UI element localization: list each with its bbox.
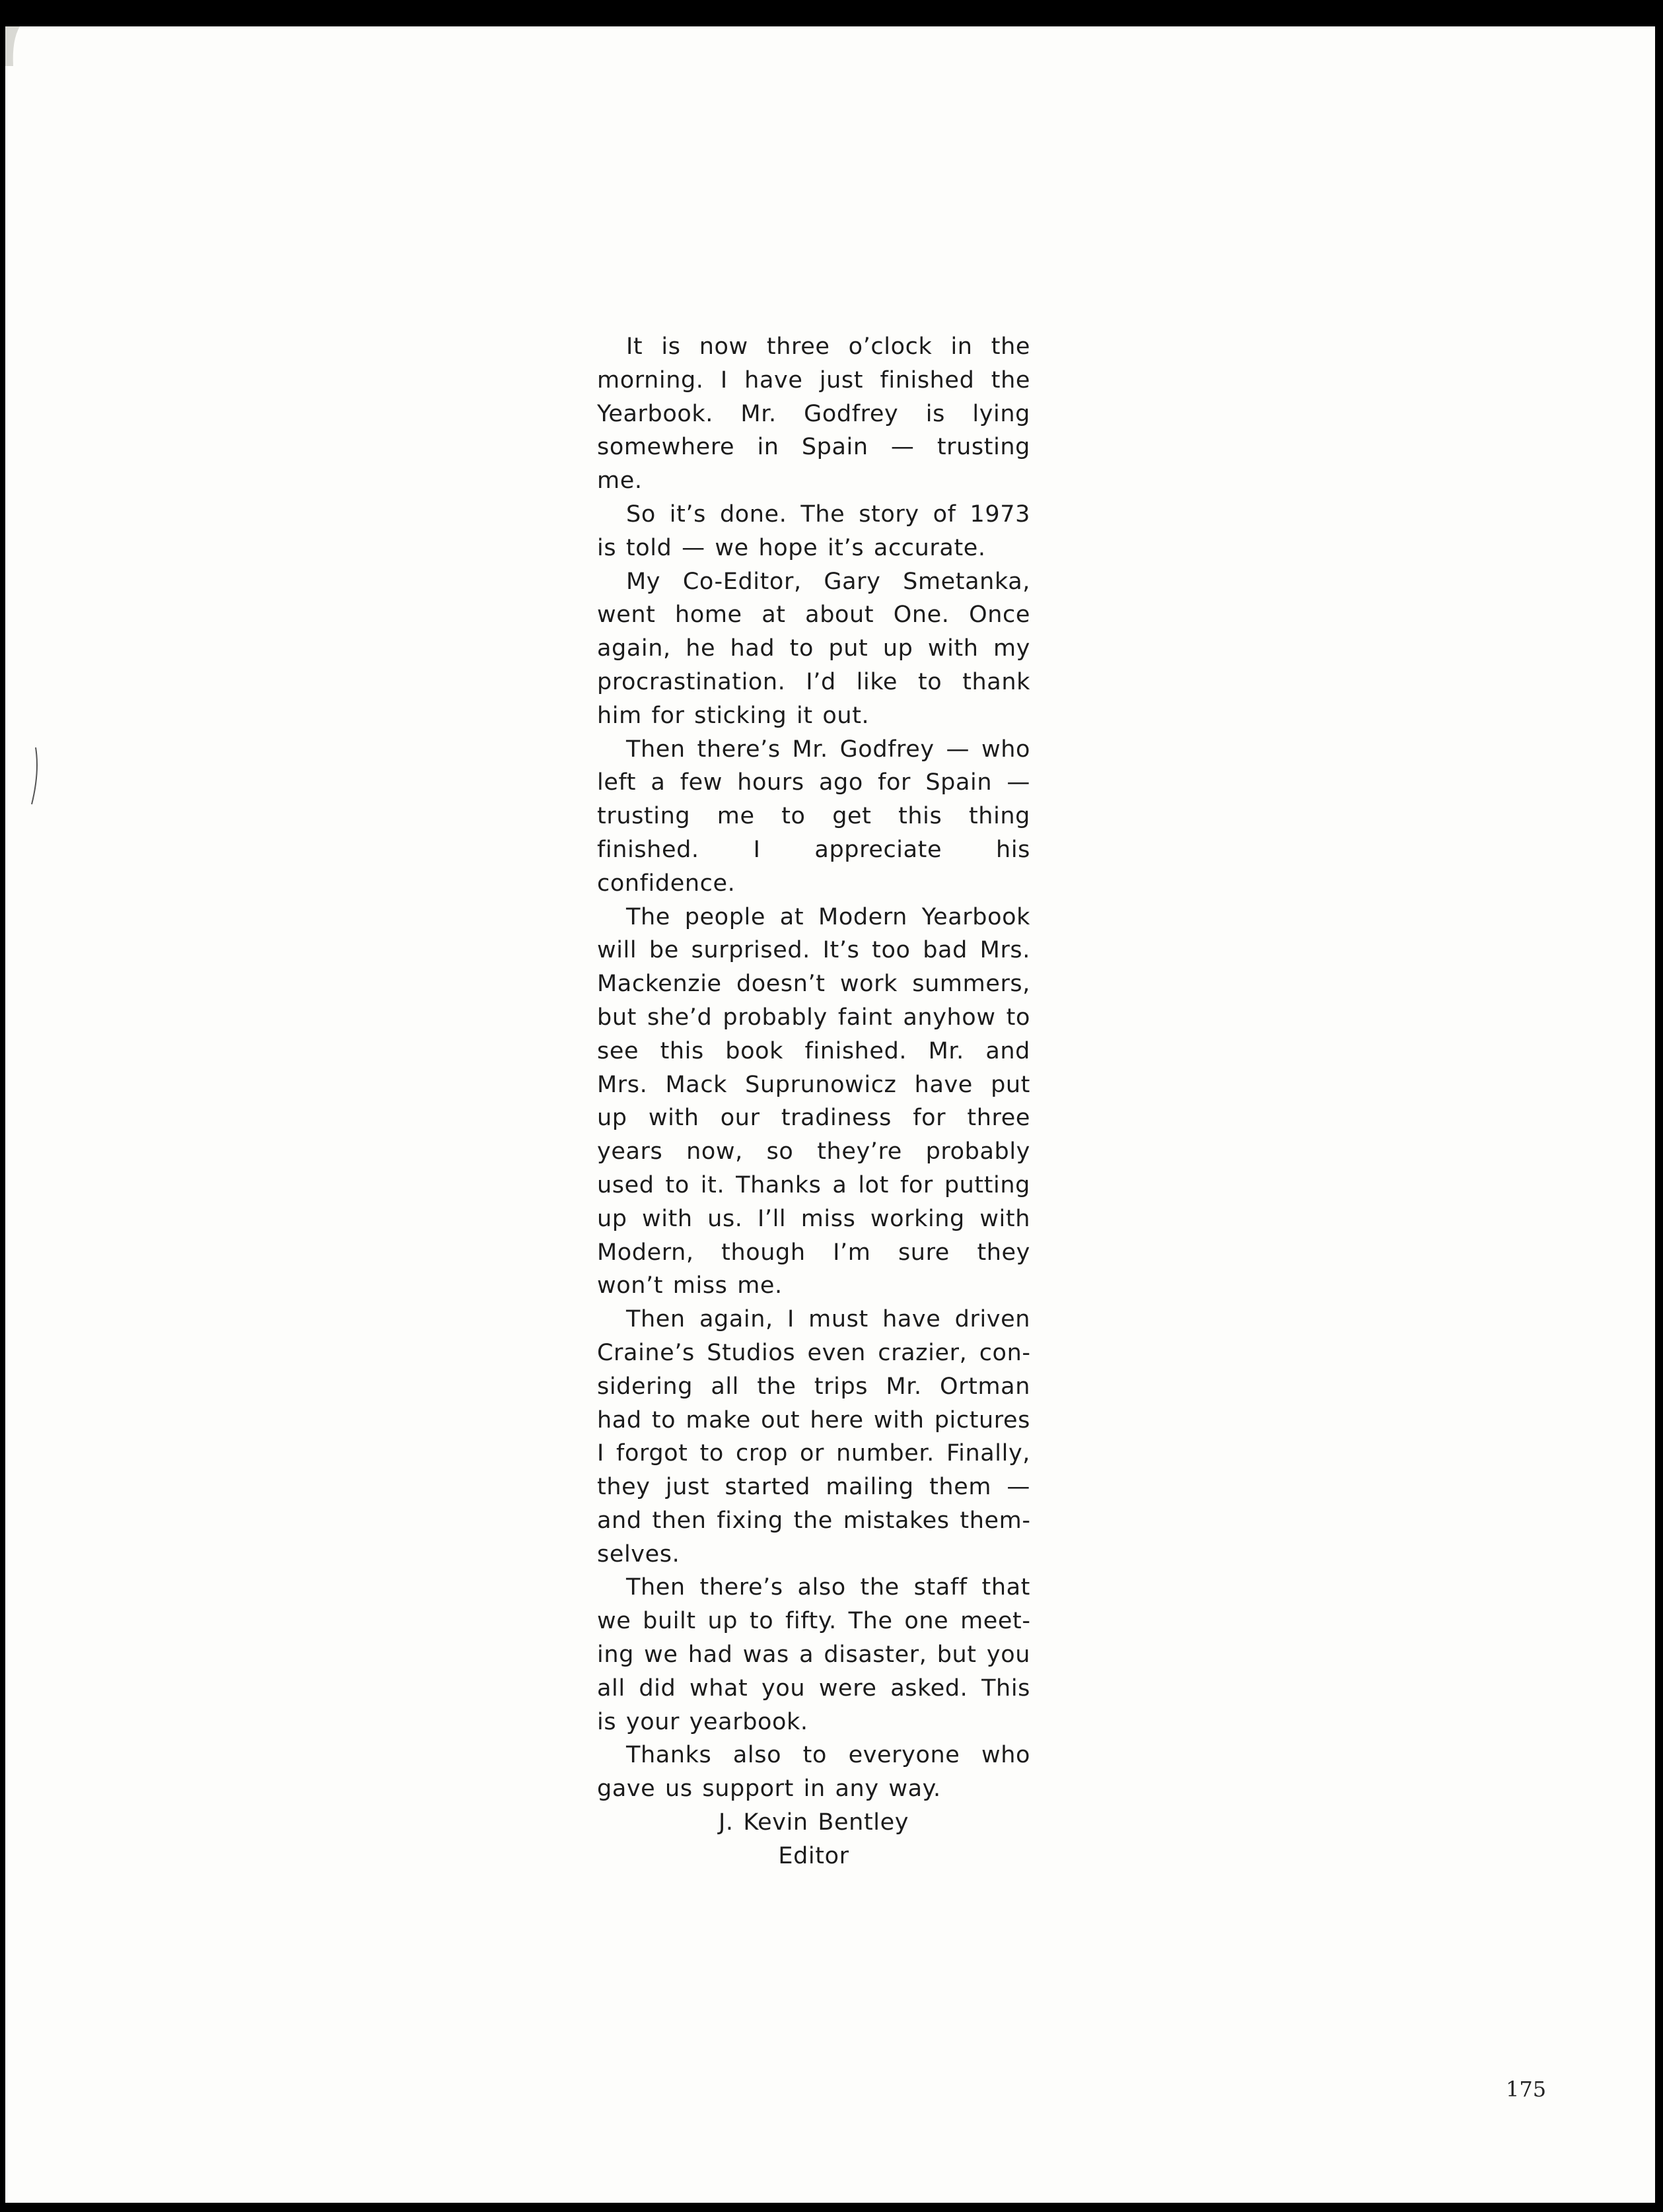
- corner-tear-mark: [5, 26, 25, 66]
- letter-paragraph-1: It is now three o’clock in the morning. I have just finished the Yearbook. Mr. Godfrey is lying somewhere in Spain — trusting me.: [597, 333, 1030, 495]
- signature-name: J. Kevin Bentley: [718, 1809, 909, 1836]
- letter-paragraph-7: Then there’s also the staff that we built up to fifty. The one meeting we had was a disaster, but you all did what you were asked. This is your yearbook.: [597, 1574, 1030, 1735]
- yearbook-page: [5, 26, 1655, 2203]
- letter-paragraph-4: Then there’s Mr. Godfrey — who left a few hours ago for Spain — trusting me to get this thing finished. I appreciate his confidence.: [597, 736, 1030, 897]
- letter-paragraph-5: The people at Modern Yearbook will be surprised. It’s too bad Mrs. Mackenzie doesn’t work summers, but she’d probably faint anyhow to see this book finished. Mr. and Mrs. Mack Suprunowicz have put up with our tradiness for three years now, so they’re probably used to it. Thanks a lot for putting up with us. I’ll miss working with Modern, though I’m sure they won’t miss me.: [597, 903, 1030, 1299]
- signature-title: Editor: [778, 1842, 849, 1869]
- letter-paragraph-6: Then again, I must have driven Craine’s Studios even crazier, considering all the trips Mr. Ortman had to make out here with pictures I forgot to crop or number. Finally, they just started mailing them — and then fixing the mistakes themselves.: [597, 1306, 1030, 1568]
- letter-paragraph-8: Thanks also to everyone who gave us support in any way.: [597, 1742, 1030, 1803]
- margin-pencil-mark: [28, 746, 41, 806]
- page-number: 175: [1506, 2077, 1547, 2102]
- letter-paragraph-3: My Co-Editor, Gary Smetanka, went home at about One. Once again, he had to put up with my procrastination. I’d like to thank him for sticking it out.: [597, 568, 1030, 729]
- letter-paragraph-2: So it’s done. The story of 1973 is told — we hope it’s accurate.: [597, 501, 1030, 561]
- editor-letter: [597, 330, 1030, 1873]
